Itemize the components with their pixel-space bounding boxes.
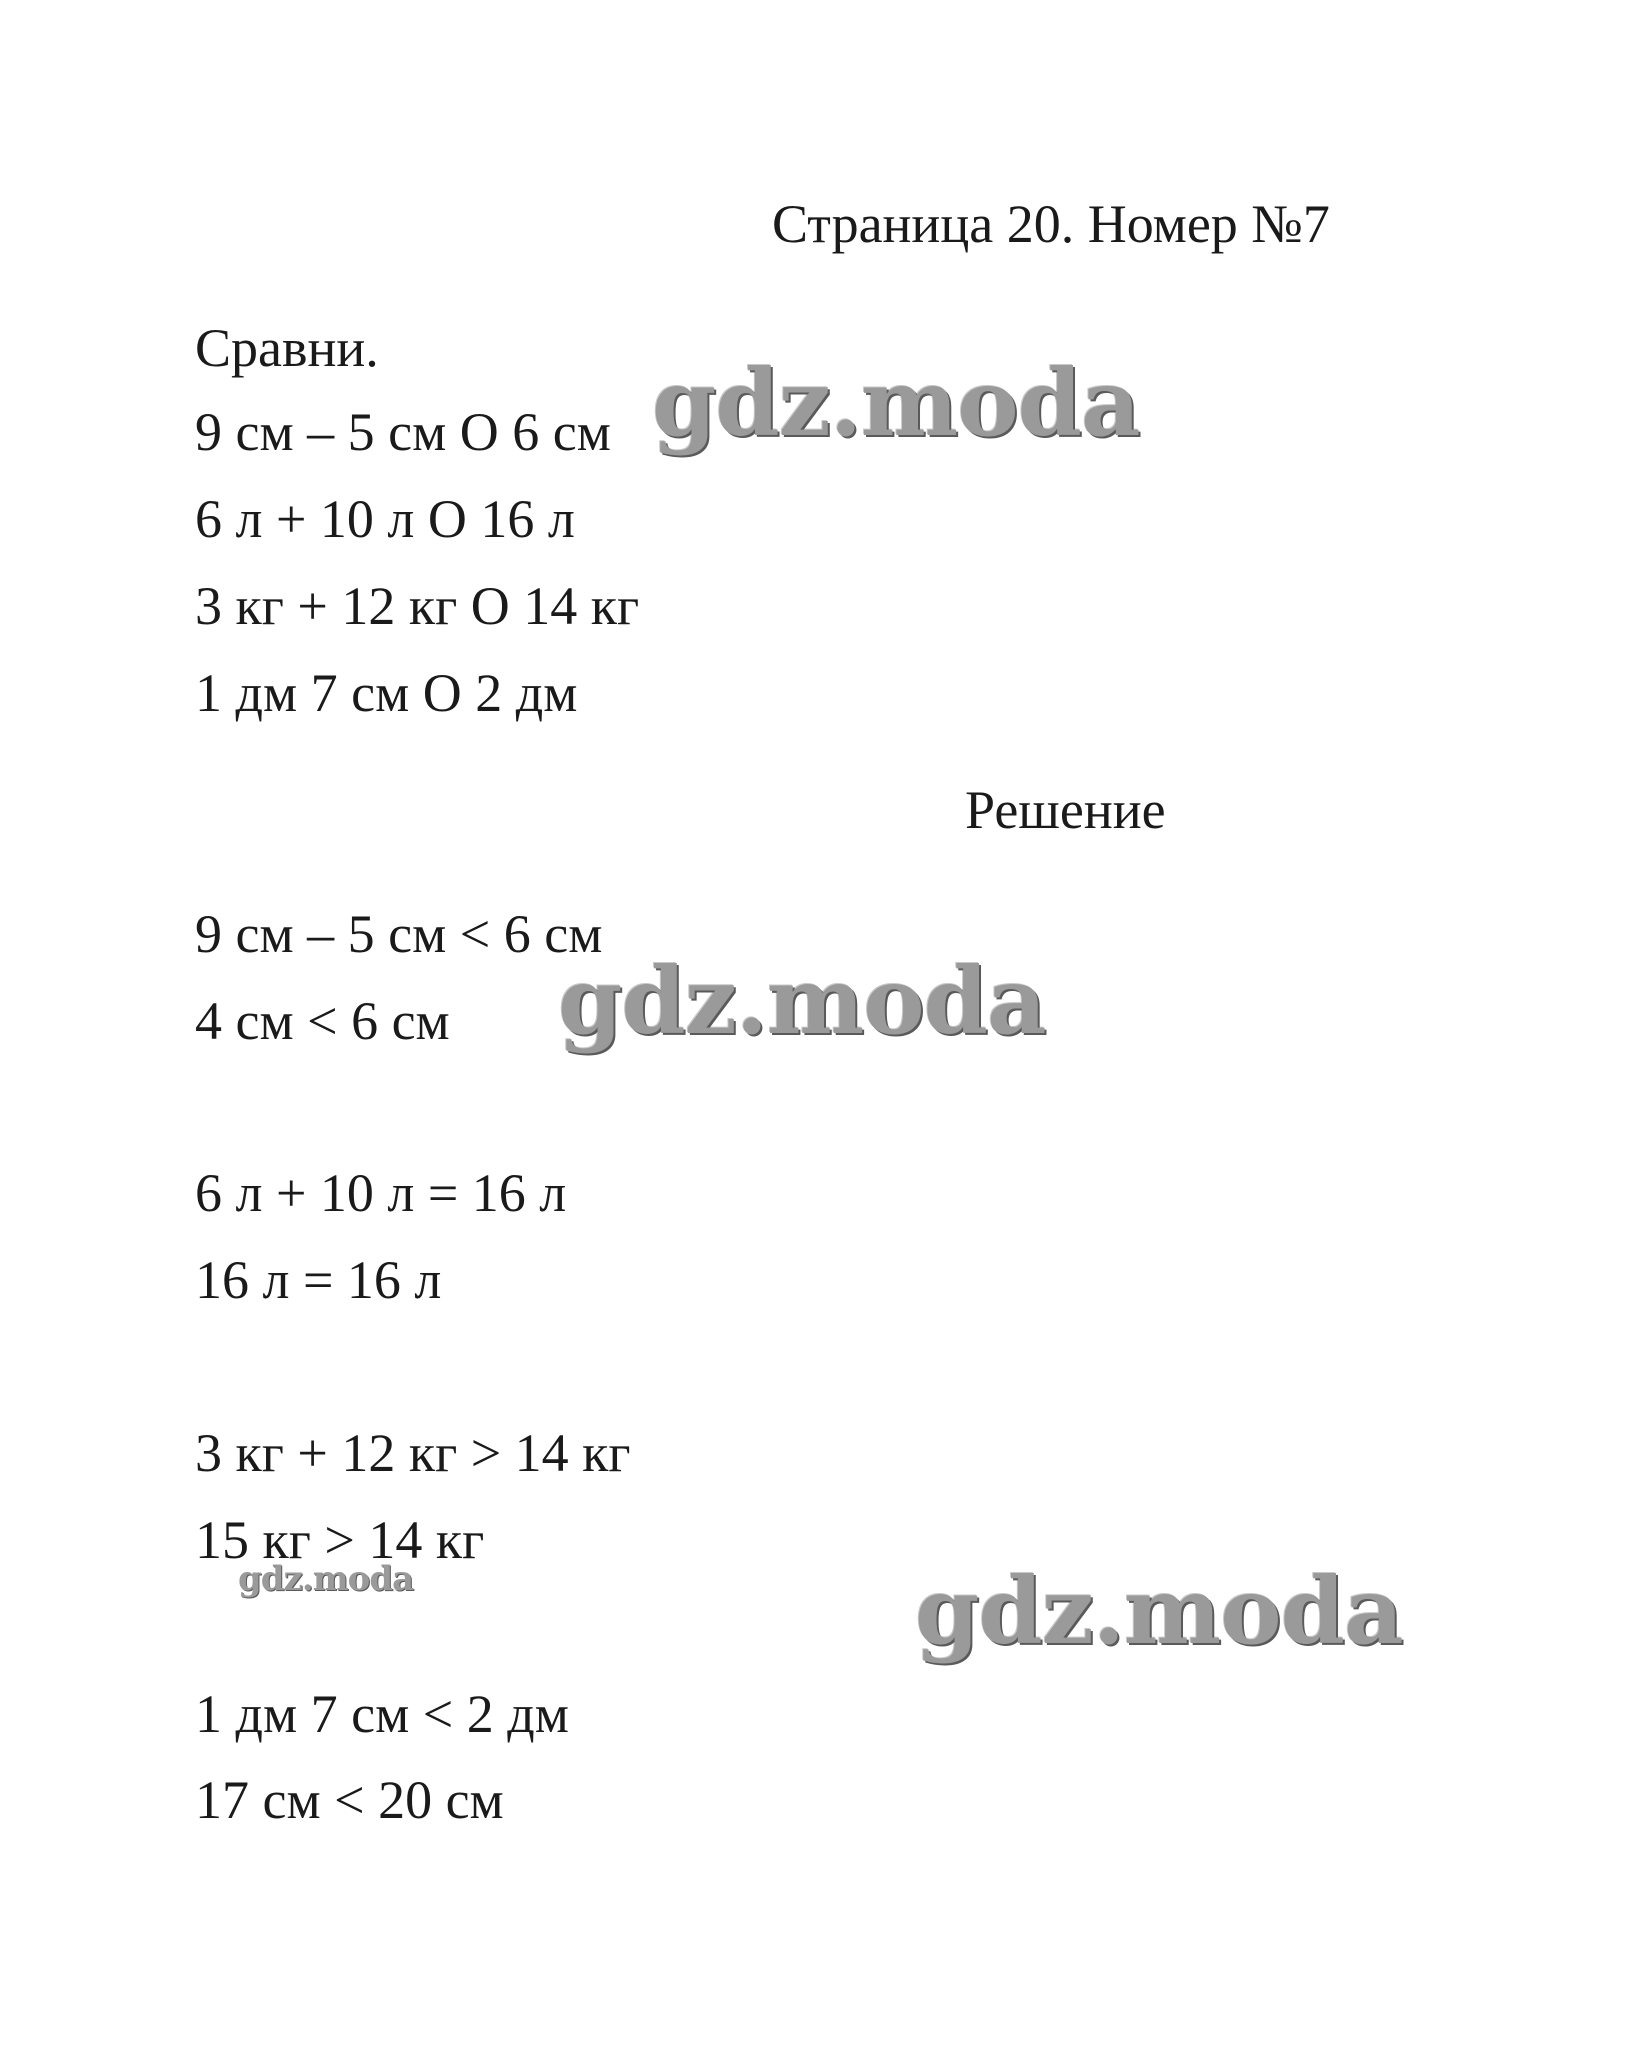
task-line: 1 дм 7 см О 2 дм [195, 663, 578, 723]
solution-line: 17 см < 20 см [195, 1770, 504, 1830]
task-prompt: Сравни. [195, 318, 379, 378]
watermark: gdz.moda [238, 1559, 414, 1599]
solution-line: 6 л + 10 л = 16 л [195, 1163, 567, 1223]
solution-line: 9 см – 5 см < 6 см [195, 904, 603, 964]
task-line: 9 см – 5 см О 6 см [195, 402, 611, 462]
page-title: Страница 20. Номер №7 [772, 194, 1330, 254]
task-line: 3 кг + 12 кг О 14 кг [195, 576, 640, 636]
watermark: gdz.moda [558, 947, 1046, 1055]
solution-heading: Решение [965, 780, 1166, 840]
solution-line: 15 кг > 14 кг [195, 1510, 485, 1570]
solution-line: 3 кг + 12 кг > 14 кг [195, 1423, 631, 1483]
task-line: 6 л + 10 л О 16 л [195, 489, 575, 549]
watermark: gdz.moda [915, 1557, 1403, 1665]
watermark: gdz.moda [652, 349, 1140, 457]
solution-line: 1 дм 7 см < 2 дм [195, 1684, 569, 1744]
solution-line: 4 см < 6 см [195, 991, 450, 1051]
solution-line: 16 л = 16 л [195, 1250, 442, 1310]
